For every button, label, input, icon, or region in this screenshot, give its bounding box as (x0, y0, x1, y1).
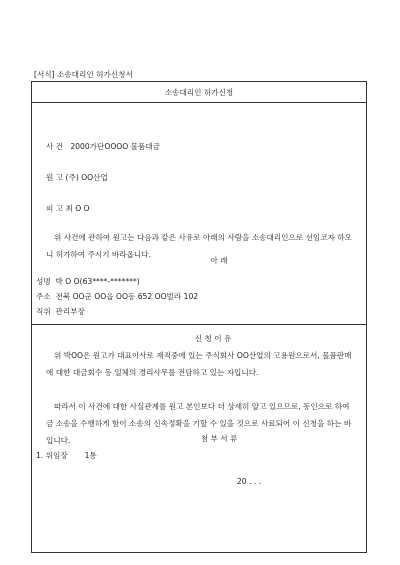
person-position-value: 관리부장 (55, 307, 85, 316)
application-form (31, 81, 367, 553)
case-row (46, 143, 160, 151)
reason-paragraph-1: 위 박OO은 원고가 대표이사로 재직중에 있는 주식회사 OO산업의 고용원으로서, 물품판매에 대한 대금회수 등 일체의 경리사무를 전담하고 있는 자입니다. (46, 351, 352, 377)
case-value: 2000가단OOOO 물품대금 (70, 142, 161, 151)
reason-paragraph-2: 따라서 이 사건에 대한 사실관계를 원고 본인보다 더 상세히 알고 있으므로, 동인으로 하여금 소송을 수행하게 함이 소송의 신속정확을 기할 수 있을 것으로 사료되어 이 신청을 하는 바입니다. (46, 402, 352, 445)
defendant-label: 피 고 (46, 204, 64, 213)
attachment-item (36, 452, 97, 460)
attachments-heading: 첨 부 서 류 (200, 434, 238, 443)
reason-heading: 신 청 이 유 (194, 334, 232, 343)
case-label: 사 건 (46, 142, 64, 151)
person-address-row (36, 293, 198, 301)
plaintiff-row (46, 174, 108, 182)
person-address-label: 주소 (36, 292, 51, 301)
person-address-value: 전북 OO군 OO읍 OO동 652 OO빌라 102 (55, 292, 199, 301)
request-text: 위 사건에 관하여 원고는 다음과 같은 사유로 아래의 사람을 소송대리인으로 선임코자 하오니 허가하여 주시기 바라옵니다. (46, 233, 352, 259)
title-divider (32, 102, 366, 103)
plaintiff-label: 원 고 (46, 173, 64, 182)
section-divider (32, 324, 366, 325)
below-heading: 아 래 (210, 256, 228, 265)
date-line: 20 . . . (236, 477, 262, 486)
defendant-value: 최 O O (65, 204, 90, 213)
defendant-row (46, 205, 90, 213)
attachment-name: 1. 위임장 (36, 451, 68, 460)
person-position-row (36, 308, 85, 316)
person-name-row (36, 278, 140, 286)
attachment-count: 1통 (84, 451, 97, 460)
plaintiff-value: (주) OO산업 (65, 173, 108, 182)
person-name-label: 성명 (36, 277, 51, 286)
document-title: 소송대리인 허가신청 (164, 88, 234, 97)
person-position-label: 직위 (36, 307, 51, 316)
person-name-value: 박 O O(63****-*******) (55, 277, 140, 286)
form-label: [서식] 소송대리인 허가신청서 (34, 70, 133, 79)
